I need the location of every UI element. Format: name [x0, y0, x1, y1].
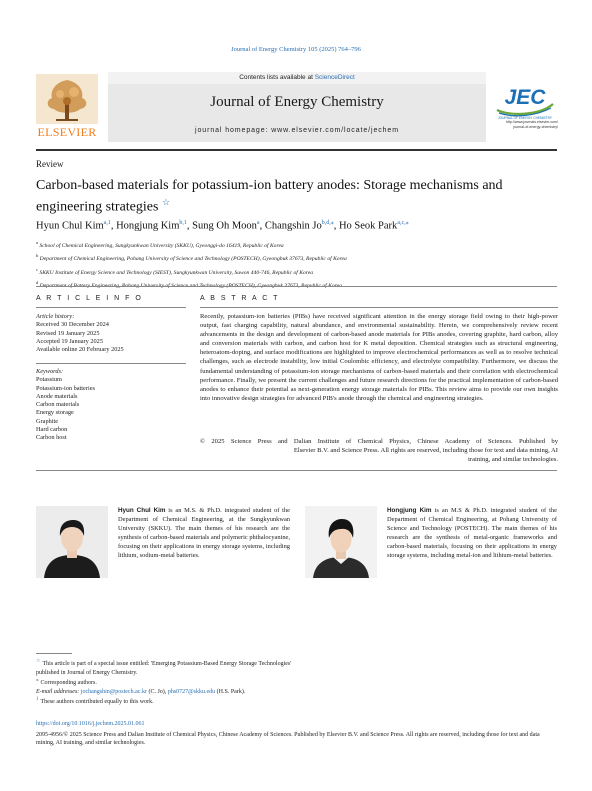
article-history — [36, 313, 186, 354]
journal-title: Journal of Energy Chemistry — [210, 94, 384, 110]
email-link-park[interactable]: phs0727@skku.edu — [167, 688, 216, 695]
article-info-underline — [36, 307, 186, 308]
author-name: Sung Oh Moon — [192, 220, 257, 232]
affiliation-text: School of Chemical Engineering, Sungkyunkwan University (SKKU), Gyeonggi-do 16419, Republic of Korea — [39, 242, 284, 249]
keyword-item: Graphite — [36, 417, 59, 425]
footnote-text: These authors contributed equally to this work. — [40, 699, 154, 706]
affiliation-mark: d — [36, 280, 39, 286]
bio-text: is an M.S. & Ph.D. integrated student of the Department of Chemical Engineering, at the Sungkyunkwan University (SKKU). The main themes of his research are the synthesis of carbon-based materials and polymeric phthalocyanine, focusing on their applications in energy storage systems, including lithium, sodium-metal batteries. — [118, 507, 290, 560]
jec-logo-graphic — [494, 80, 556, 120]
history-item: Received 30 December 2024 — [36, 321, 109, 329]
author-bio-1 — [118, 506, 290, 561]
history-divider — [36, 363, 186, 364]
affiliations — [36, 238, 576, 291]
keyword-item: Potassium — [36, 376, 62, 384]
affiliation-item — [36, 265, 576, 278]
abstract-heading: A B S T R A C T — [200, 295, 280, 302]
author-affil-mark[interactable]: b,d,⁎ — [321, 220, 334, 226]
author-affil-mark[interactable]: b,1 — [179, 220, 187, 226]
portrait-icon — [305, 506, 377, 578]
article-title — [36, 177, 516, 216]
author-affil-mark[interactable]: a,c,⁎ — [397, 220, 409, 226]
homepage-prefix: journal homepage: — [195, 127, 272, 134]
article-title-text: Carbon-based materials for potassium-ion battery anodes: Storage mechanisms and engineering strategies — [36, 178, 503, 215]
journal-homepage-line — [108, 127, 486, 134]
abstract-copyright — [200, 437, 558, 464]
affiliation-item — [36, 238, 576, 251]
jec-logo-subtitle: JOURNAL OF ENERGY CHEMISTRY — [498, 116, 552, 120]
section-divider-top — [36, 286, 557, 287]
author-name: Hyun Chul Kim — [36, 220, 104, 232]
affiliation-text: Department of Battery Engineering, Pohang University of Science and Technology (POSTECH), Gyeongbuk 37673, Republic of Korea — [39, 282, 342, 289]
jec-logo-text: JEC — [504, 86, 546, 109]
issn-copyright-line: 2095-4956/© 2025 Science Press and Dalian Institute of Chemical Physics, Chinese Academy of Sciences. Published by Elsevier B.V. and Science Press. All rights are reserved, including those for text and data mining, AI training, and similar technologies. — [36, 732, 540, 747]
footnote-divider — [36, 653, 72, 654]
footnote-special-issue — [36, 658, 296, 677]
affiliation-mark: a — [36, 240, 38, 245]
article-info-heading: A R T I C L E I N F O — [36, 295, 143, 302]
jec-logo[interactable] — [494, 80, 556, 120]
keyword-item: Carbon host — [36, 434, 67, 442]
article-type: Review — [36, 159, 64, 169]
copyright-line1: © 2025 Science Press and Dalian Institute of Chemical Physics, Chinese Academy of Sciences. Published by — [200, 438, 558, 445]
affiliation-item — [36, 251, 576, 264]
journal-citation[interactable]: Journal of Energy Chemistry 105 (2025) 764–796 — [231, 46, 361, 53]
bio-author-name: Hongjung Kim — [387, 507, 432, 514]
footnote-emails — [36, 688, 296, 697]
footnote-equal-mark: 1 — [36, 697, 39, 703]
copyright-line2: Elsevier B.V. and Science Press. All rights are reserved, including those for text and data mining, AI — [293, 447, 558, 455]
email-label: E-mail addresses: — [36, 688, 81, 695]
elsevier-tree-icon — [36, 74, 98, 124]
history-item: Available online 20 February 2025 — [36, 346, 124, 354]
bio-text: is an M.S & Ph.D. integrated student of the Department of Chemical Engineering, at Pohang University of Science and Technology (POSTECH). The main themes of his research are the synthesis of metal-organic frameworks and carbon-based materials, focusing on their applications in energy storage systems, including metal-ion and lithium-metal batteries. — [387, 507, 557, 560]
masthead-divider — [36, 149, 557, 151]
email-owner: (H.S. Park). — [215, 688, 246, 695]
keywords — [36, 368, 186, 443]
author-name: Hongjung Kim — [116, 220, 180, 232]
jec-url-line2: journal-of-energy-chemistry/ — [513, 125, 558, 129]
affiliation-item — [36, 278, 576, 291]
abstract-underline — [200, 307, 558, 308]
affiliation-text: Department of Chemical Engineering, Pohang University of Science and Technology (POSTECH), Gyeongbuk 37673, Republic of Korea — [39, 256, 347, 263]
history-item: Accepted 19 January 2025 — [36, 337, 103, 345]
footnote-corresponding — [36, 677, 296, 688]
history-item: Revised 19 January 2025 — [36, 329, 100, 337]
affiliation-mark: c — [36, 266, 38, 272]
footnote-star-mark: ☆ — [36, 659, 41, 664]
author-affil-mark[interactable]: a,1 — [103, 220, 111, 226]
footnote-text: Corresponding authors. — [40, 680, 97, 687]
title-footnote-mark[interactable]: ☆ — [161, 197, 171, 207]
keyword-item: Energy storage — [36, 409, 74, 417]
author-photo-kim-hyun-chul — [36, 506, 108, 578]
footnotes — [36, 658, 296, 707]
footnote-text: This article is part of a special issue entitled: 'Emerging Potassium-Based Energy Storage Technologies' published in Journal of Energy Chemistry. — [36, 661, 292, 676]
bio-author-name: Hyun Chul Kim — [118, 507, 166, 514]
copyright-line3: training, and similar technologies. — [468, 456, 558, 464]
footnote-corresponding-mark: ⁎ — [36, 678, 39, 684]
author-affil-mark[interactable]: a — [256, 220, 260, 226]
email-link-jo[interactable]: jochangshin@postech.ac.kr — [80, 688, 147, 695]
contents-prefix: Contents lists available at — [239, 74, 315, 81]
portrait-icon — [36, 506, 108, 578]
email-owner: (C. Jo), — [146, 688, 168, 695]
keyword-item: Potassium-ion batteries — [36, 384, 95, 392]
keyword-item: Anode materials — [36, 392, 78, 400]
author-list: Hyun Chul Kim$^{a,1}$, Hongjung Kim$^{b,1}$, Sung Oh Moon$^a$, Changshin $Jo^{b,d,⁎}$, Ho Seok Park$^{a,c,⁎}$ — [36, 220, 409, 232]
keyword-item: Carbon materials — [36, 401, 80, 409]
jec-url-line1: http://www.journals.elsevier.com/ — [505, 120, 558, 124]
jec-url[interactable] — [488, 120, 558, 130]
history-label: Article history: — [36, 313, 75, 320]
footnote-equal-contribution — [36, 696, 296, 707]
keywords-label: Keywords: — [36, 368, 64, 375]
affiliation-mark: b — [36, 253, 39, 259]
section-divider-bottom — [36, 470, 557, 471]
author-bio-2 — [387, 506, 557, 561]
author-name: Changshin Jo — [264, 220, 322, 232]
homepage-link[interactable]: www.elsevier.com/locate/jechem — [271, 127, 399, 134]
contents-available-line — [108, 72, 486, 84]
keyword-item: Hard carbon — [36, 426, 68, 434]
author-name: Ho Seok Park — [338, 220, 398, 232]
author-photo-kim-hongjung — [305, 506, 377, 578]
sciencedirect-link[interactable]: ScienceDirect — [314, 74, 355, 81]
affiliation-text: SKKU Institute of Energy Science and Technology (SIEST), Sungkyunkwan University, Suwon 440-746, Republic of Korea — [39, 269, 313, 276]
abstract-text: Recently, potassium-ion batteries (PIBs) have received significant attention in the energy storage field owing to their high-power output, fast charging capability, natural abundance, and environmental sustainability. Herein, we comprehensively review recent advancements in the design and development of carbon-based anode materials for PIBs anodes, covering graphite, hard carbon, alloy and conversion materials with carbon, and carbon host for K metal deposition. Chemical strategies such as structural engineering, heteroatom-doping, and surface modifications are highlighted to improve electrochemical performances as well as to resolve technical challenges, such as electrode instability, low initial Coulombic efficiency, and electrolyte compatibility. Furthermore, we discuss the fundamental understanding of potassium-ion storage mechanisms of carbon-based materials and their correlation with electrochemical performance. Finally, we present the current challenges and future research directions for the practical implementation of carbon-based anodes to enhance their potential as next-generation energy storage materials for PIBs. This review aims to provide our own insights into innovative design strategies for advanced PIB's anode through the chemical and engineering strategies. — [200, 313, 558, 402]
doi-link[interactable]: https://doi.org/10.1016/j.jechem.2025.01.061 — [36, 721, 145, 727]
elsevier-wordmark: ELSEVIER — [37, 125, 97, 139]
